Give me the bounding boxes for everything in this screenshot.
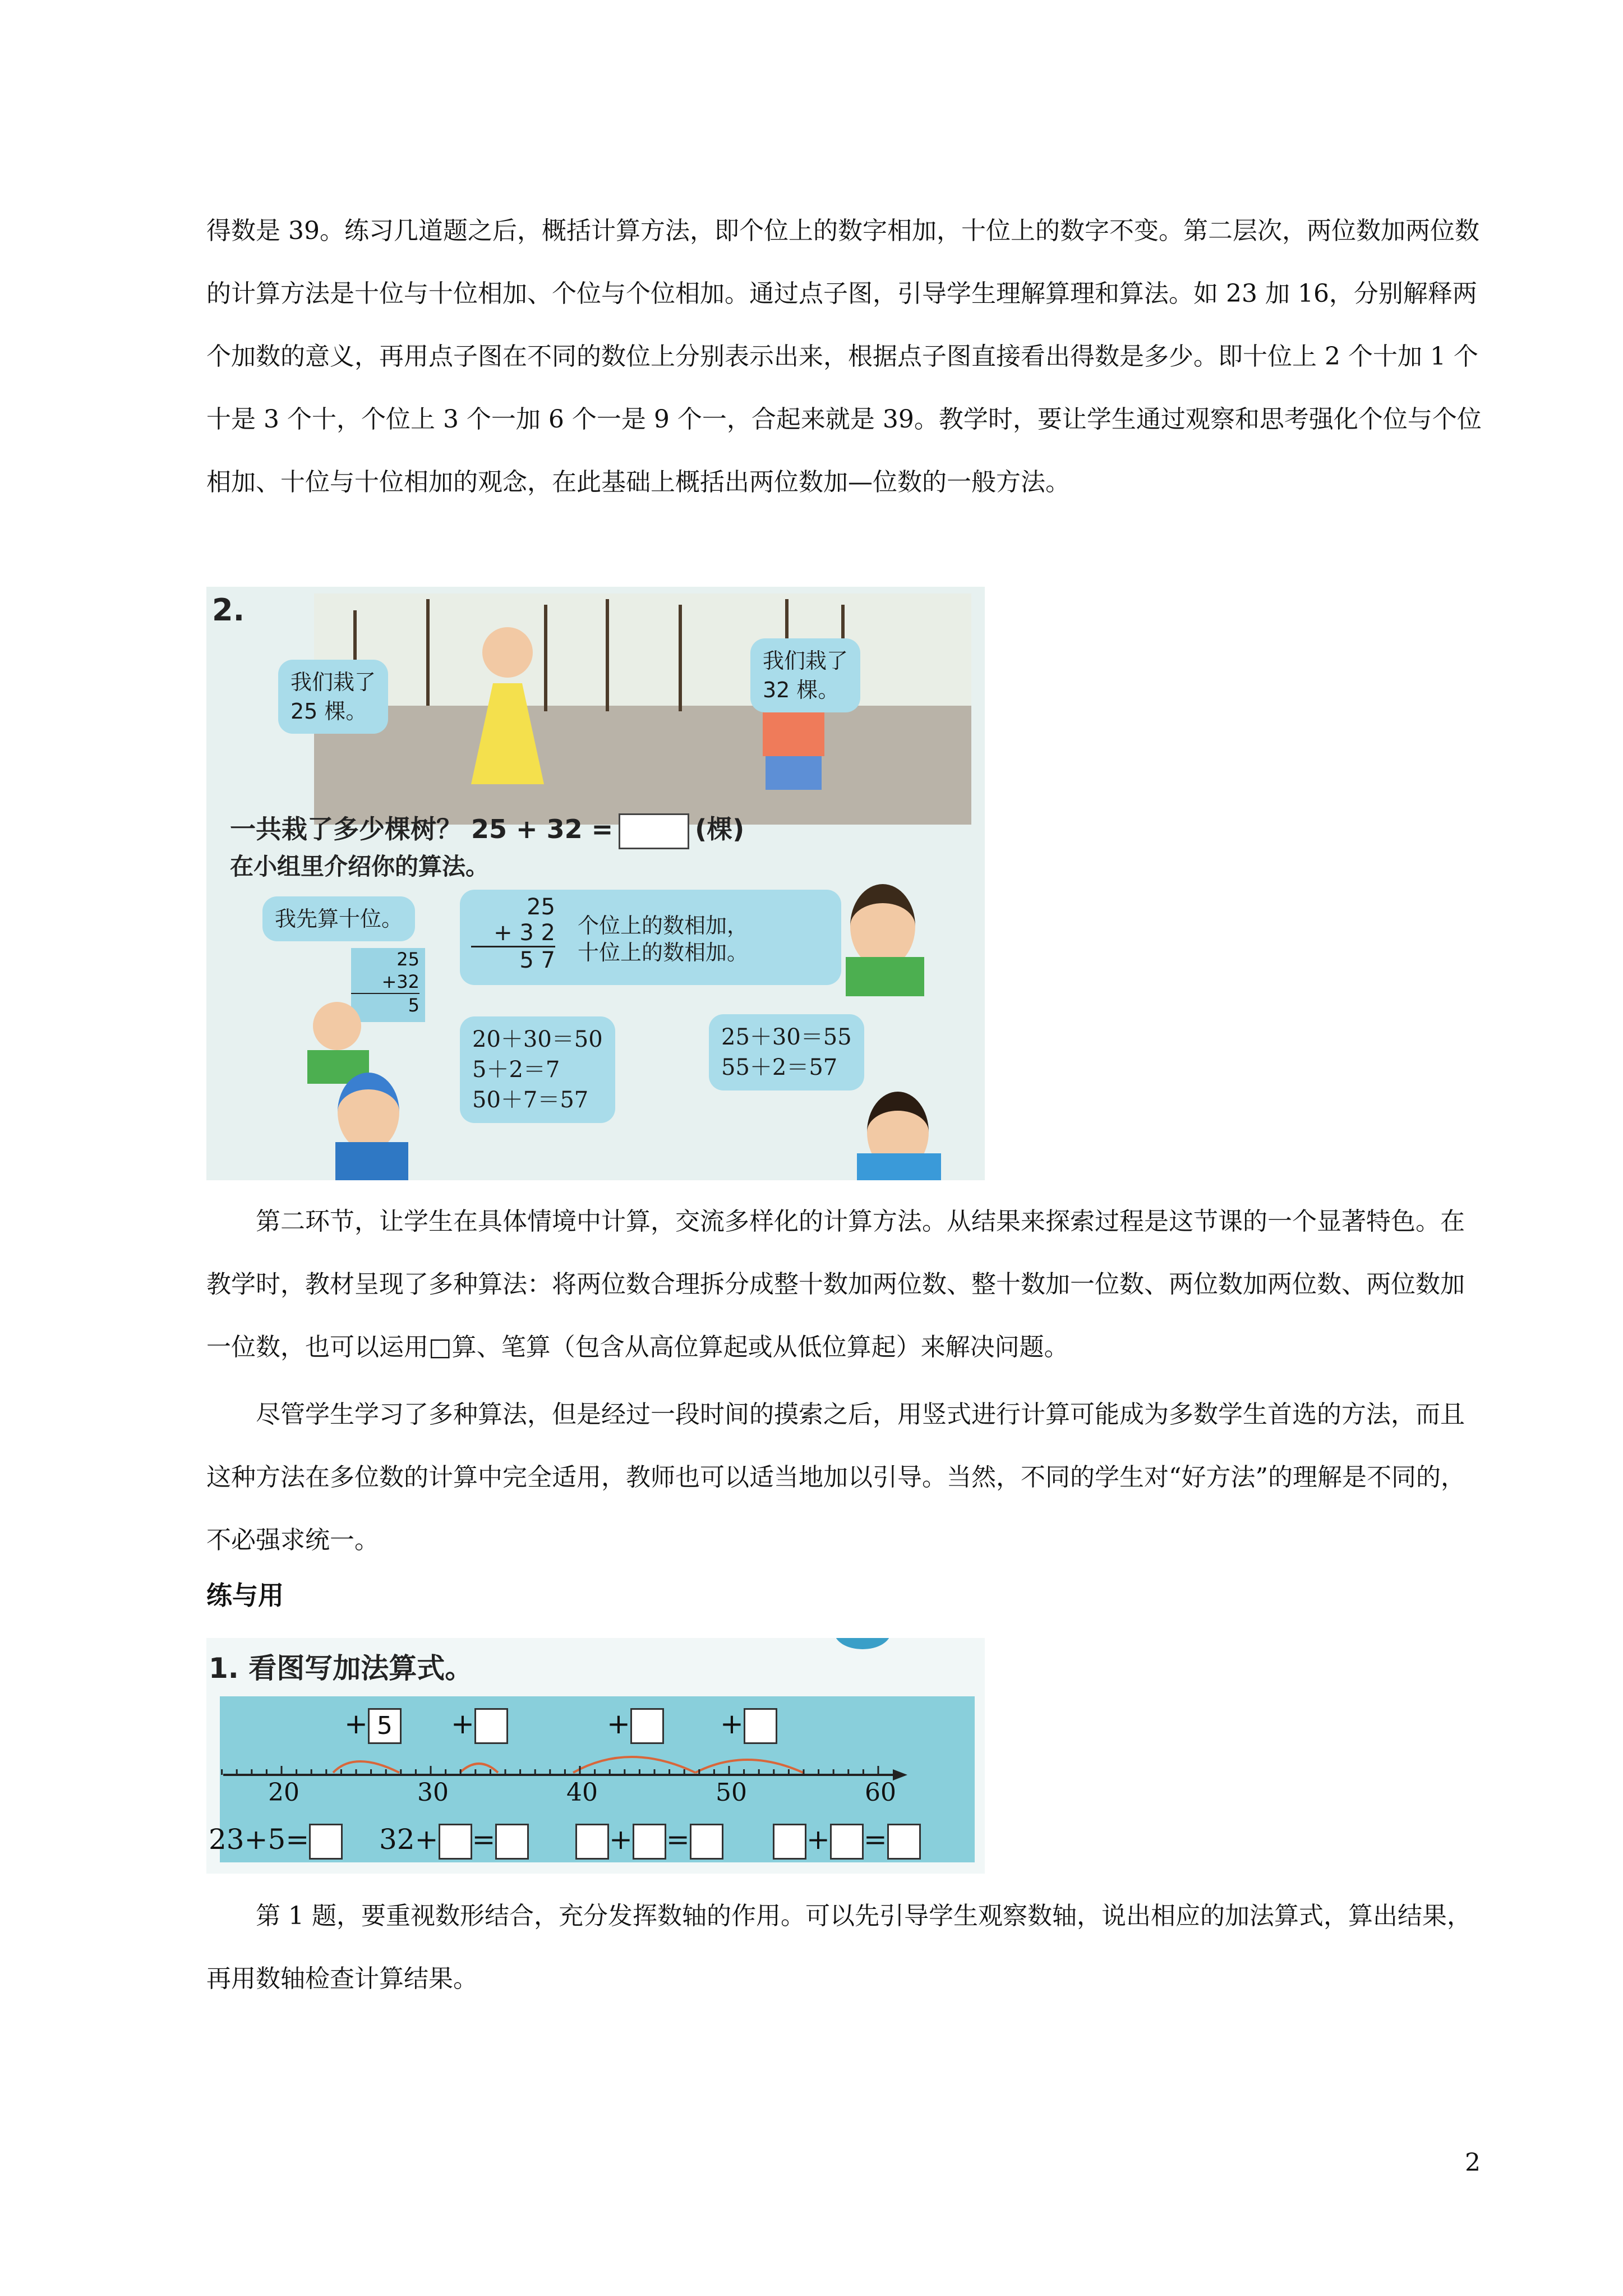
question-unit: (棵) (695, 814, 745, 844)
board-b: +32 (351, 970, 419, 994)
vertical-calc (471, 894, 555, 973)
boy-cap-shirt (335, 1142, 408, 1180)
vertical-note: 个位上的数相加， 十位上的数相加。 (578, 913, 749, 965)
addend-input-4[interactable] (830, 1824, 864, 1860)
tick-label-40: 40 (566, 1778, 598, 1807)
jump-arc-4 (695, 1760, 803, 1773)
speech-bubble-tens-first: 我先算十位。 (262, 896, 415, 941)
method-bubble-2: 25＋30＝55 55＋2＝57 (709, 1014, 864, 1091)
first-input-3[interactable] (575, 1824, 609, 1860)
paragraph-method-summary: 得数是 39。练习几道题之后，概括计算方法，即个位上的数字相加，十位上的数字不变。第二层次，两位数加两位数的计算方法是十位与十位相加、个位与个位相加。通过点子图，引导学生理解算理和算法。如 23 加 16，分别解释两个加数的意义，再用点子图在不同的数位上分别表示出来，根据点子图直接看出得数是多少。即十位上 2 个十加 1 个十是 3 个十，个位上 3 个一加 6 个一是 9 个一，合起来就是 39。教学时，要让学生通过观察和思考强化个位与个位相加、十位与十位相加的观念，在此基础上概括出两位数加—位数的一般方法。 (206, 217, 1482, 496)
answer-box-2[interactable] (495, 1824, 529, 1860)
boy-with-cap (338, 1073, 399, 1151)
girl-figure (482, 627, 533, 678)
tick-label-50: 50 (716, 1778, 747, 1807)
tick-label-30: 30 (417, 1778, 449, 1807)
addend-box-2[interactable] (474, 1708, 508, 1744)
equation-2: 32+ = (379, 1823, 529, 1860)
boy-figure-board (313, 1002, 361, 1050)
answer-box (619, 813, 689, 849)
equation-4: + = (773, 1823, 921, 1860)
addend-input-2[interactable] (439, 1824, 472, 1860)
paragraph-algorithm-choice: 尽管学生学习了多种算法，但是经过一段时间的摸索之后，用竖式进行计算可能成为多数学生首选的方法，而且这种方法在多位数的计算中完全适用，教师也可以适当地加以引导。当然，不同的学生对“好方法”的理解是不同的，不必强求统一。 (206, 1400, 1465, 1554)
section-heading-practice: 练与用 (206, 1580, 284, 1611)
jump-arc-1 (333, 1761, 399, 1773)
addend-box-1: 5 (368, 1708, 402, 1744)
exercise-title: 1. 看图写加法算式。 (209, 1652, 473, 1685)
paragraph-exercise-1-note: 第 1 题，要重视数形结合，充分发挥数轴的作用。可以先引导学生观察数轴，说出相应的加法算式，算出结果，再用数轴检查计算结果。 (206, 1902, 1472, 1993)
vertical-calculation-bubble (460, 890, 841, 985)
addend-label-1: + 5 (344, 1708, 402, 1744)
equation-3: + = (575, 1823, 723, 1860)
textbook-number-line-exercise (206, 1638, 985, 1874)
addend-box-3[interactable] (630, 1708, 664, 1744)
corner-decoration (834, 1638, 891, 1649)
page-number: 2 (1465, 2148, 1481, 2177)
addend-input-3[interactable] (633, 1824, 666, 1860)
boy-shorts (766, 756, 822, 790)
vertical-add: + 3 2 (471, 920, 555, 947)
boy-top-right-shirt (846, 957, 924, 996)
question-line (230, 809, 744, 849)
addend-label-3: + (607, 1708, 664, 1744)
jump-arc-2 (460, 1764, 498, 1773)
addend-label-4: + (720, 1708, 777, 1744)
exercise-number: 2. (212, 592, 245, 628)
method-bubble-1: 20＋30＝50 5＋2＝7 50＋7＝57 (460, 1016, 615, 1123)
girl-bottom-right-shirt (857, 1153, 941, 1180)
instruction-text: 在小组里介绍你的算法。 (230, 853, 490, 880)
speech-bubble-boy: 我们栽了 32 棵。 (750, 638, 860, 712)
tick-label-20: 20 (268, 1778, 299, 1807)
tick-label-60: 60 (865, 1778, 896, 1807)
board-a: 25 (396, 949, 419, 970)
boy-top-right (850, 884, 915, 968)
addend-label-2: + (451, 1708, 508, 1744)
addend-box-4[interactable] (744, 1708, 777, 1744)
textbook-illustration-tree-planting (206, 587, 985, 1180)
equation-1: 23+5= (209, 1823, 343, 1860)
answer-box-1[interactable] (309, 1824, 343, 1860)
vertical-top: 25 (527, 894, 555, 920)
calculation-board (351, 948, 425, 1022)
answer-box-4[interactable] (887, 1824, 921, 1860)
answer-box-3[interactable] (690, 1824, 723, 1860)
speech-bubble-girl: 我们栽了 25 棵。 (278, 660, 388, 734)
vertical-result: 5 7 (519, 947, 555, 973)
board-c: 5 (408, 995, 419, 1016)
jump-arc-3 (573, 1757, 695, 1773)
question-text: 一共栽了多少棵树？ 25 + 32 = (230, 814, 614, 844)
paragraph-second-stage: 第二环节，让学生在具体情境中计算，交流多样化的计算方法。从结果来探索过程是这节课的一个显著特色。在教学时，教材呈现了多种算法：将两位数合理拆分成整十数加两位数、整十数加一位数、两位数加两位数、两位数加一位数，也可以运用□算、笔算（包含从高位算起或从低位算起）来解决问题。 (206, 1207, 1465, 1361)
first-input-4[interactable] (773, 1824, 806, 1860)
planting-scene (314, 593, 971, 825)
